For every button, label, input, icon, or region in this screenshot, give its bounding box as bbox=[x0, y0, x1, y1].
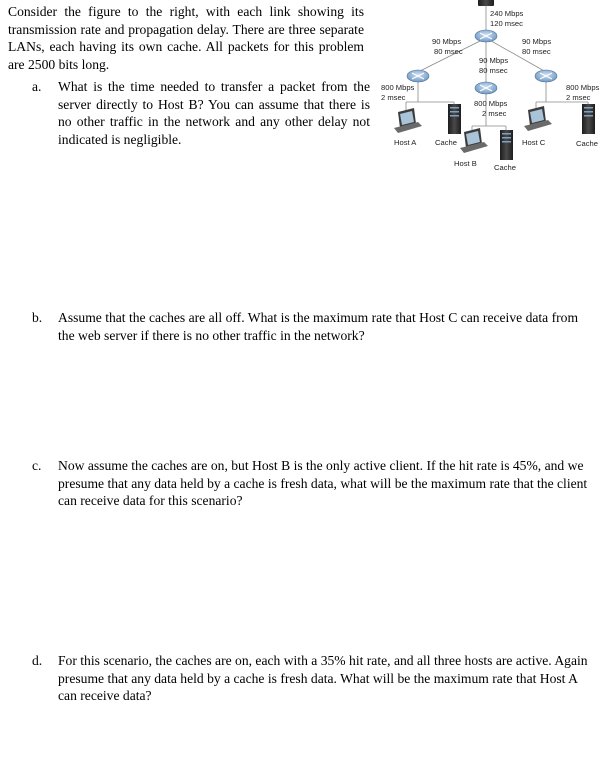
question-a-text: What is the time needed to transfer a packet from the server directly to Host B? You can assume that there is no other traffic in the network and any other delay not indicated is negligible. bbox=[58, 79, 370, 147]
question-b-letter: b. bbox=[32, 310, 43, 325]
host-a-icon bbox=[394, 108, 422, 133]
question-b bbox=[32, 309, 592, 344]
web-server-icon bbox=[478, 0, 494, 6]
cache-b-label: Cache bbox=[494, 163, 516, 172]
question-a-letter: a. bbox=[32, 79, 42, 94]
network-diagram-svg bbox=[376, 0, 614, 180]
question-d-letter: d. bbox=[32, 653, 43, 668]
network-diagram bbox=[376, 0, 614, 180]
router-right-icon bbox=[535, 70, 557, 82]
cache-c-icon bbox=[582, 104, 595, 134]
left-lan-delay: 2 msec bbox=[381, 93, 406, 102]
cache-b-icon bbox=[500, 130, 513, 160]
question-c-text: Now assume the caches are on, but Host B is the only active client. If the hit rate is 45%, and we presume that any data held by a cache is fresh data, what will be the maximum rate that the client can receive data for this scenario? bbox=[58, 458, 588, 509]
cache-a-icon bbox=[448, 104, 461, 134]
middle-link-delay: 80 msec bbox=[479, 66, 508, 75]
cache-a-label: Cache bbox=[435, 138, 457, 147]
host-c-icon bbox=[524, 106, 552, 131]
middle-lan-delay: 2 msec bbox=[482, 109, 507, 118]
server-link-rate: 240 Mbps bbox=[490, 9, 524, 18]
question-b-text: Assume that the caches are all off. What is the maximum rate that Host C can receive data from the web server if there is no other traffic in the network? bbox=[58, 310, 579, 343]
left-lan-rate: 800 Mbps bbox=[381, 83, 415, 92]
problem-intro: Consider the figure to the right, with each link showing its transmission rate and propagation delay. There are three separate LANs, each having its own cache. All packets for this problem are 2500 bits long. bbox=[8, 4, 364, 72]
right-lan-delay: 2 msec bbox=[566, 93, 591, 102]
host-b-icon bbox=[460, 128, 488, 153]
question-c-letter: c. bbox=[32, 458, 42, 473]
host-c-label: Host C bbox=[522, 138, 546, 147]
router-core-icon bbox=[475, 30, 497, 42]
router-left-icon bbox=[407, 70, 429, 82]
question-d-text: For this scenario, the caches are on, each with a 35% hit rate, and all three hosts are active. Again presume that any data held by a cache is fresh data. What will be the maximum rate that Host A can receive data? bbox=[58, 653, 588, 704]
question-d bbox=[32, 652, 592, 705]
left-link-rate: 90 Mbps bbox=[432, 37, 462, 46]
router-middle-icon bbox=[475, 82, 497, 94]
left-link-delay: 80 msec bbox=[434, 47, 463, 56]
host-a-label: Host A bbox=[394, 138, 417, 147]
right-link-delay: 80 msec bbox=[522, 47, 551, 56]
right-link-rate: 90 Mbps bbox=[522, 37, 552, 46]
right-lan-rate: 800 Mbps bbox=[566, 83, 600, 92]
server-link-delay: 120 msec bbox=[490, 19, 523, 28]
middle-lan-rate: 800 Mbps bbox=[474, 99, 508, 108]
cache-c-label: Cache bbox=[576, 139, 598, 148]
question-a bbox=[32, 78, 370, 148]
middle-link-rate: 90 Mbps bbox=[479, 56, 509, 65]
host-b-label: Host B bbox=[454, 159, 477, 168]
question-c bbox=[32, 457, 592, 510]
